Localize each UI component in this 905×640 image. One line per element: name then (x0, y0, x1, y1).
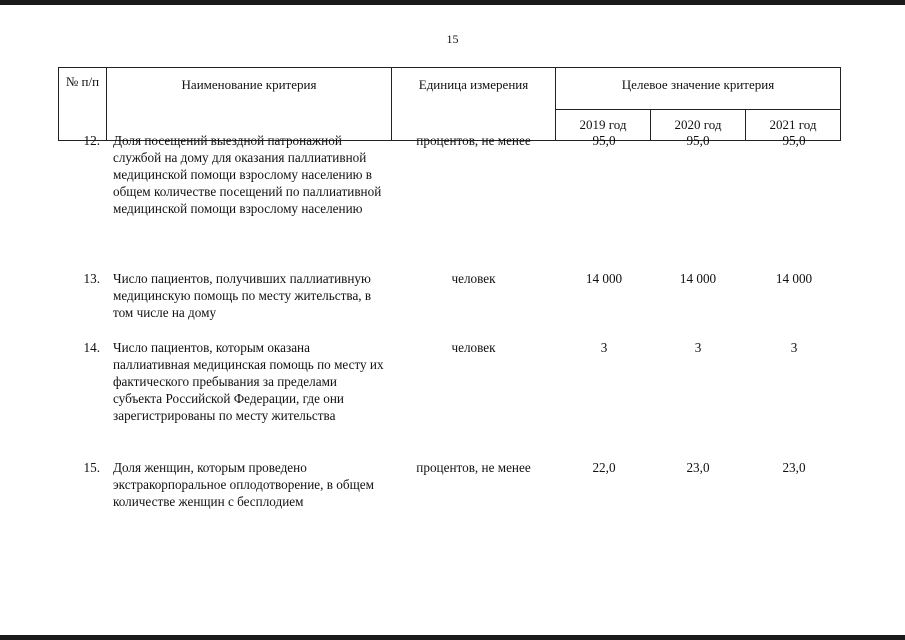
row-number: 15. (83, 460, 100, 475)
header-year-2020: 2020 год (651, 110, 746, 141)
value-2021: 23,0 (782, 460, 806, 475)
value-2019: 22,0 (592, 460, 616, 475)
header-num: № п/п (59, 68, 107, 141)
criterion-name: Число пациентов, которым оказана паллиативная медицинская помощь по месту их фактического пребывания за пределами субъекта Российской Федерации, где они зарегистрированы по месту жительства (113, 340, 384, 423)
criterion-name: Доля женщин, которым проведено экстракорпоральное оплодотворение, в общем количестве женщин с бесплодием (113, 460, 374, 509)
value-2020: 95,0 (686, 133, 710, 148)
row-number: 13. (83, 271, 100, 286)
criterion-name: Доля посещений выездной патронажной службой на дому для оказания паллиативной медицинской помощи взрослому населению в общем количестве посещений по паллиативной медицинской помощи взрослому населению (113, 133, 382, 216)
value-2019: 14 000 (585, 271, 623, 286)
header-unit: Единица измерения (392, 68, 556, 141)
value-2019: 3 (600, 340, 608, 355)
criterion-unit: процентов, не менее (416, 133, 531, 148)
bottom-border-rule (0, 635, 905, 640)
row-number: 12. (83, 133, 100, 148)
criterion-name: Число пациентов, получивших паллиативную медицинскую помощь по месту жительства, в том числе на дому (113, 271, 372, 320)
value-2020: 3 (694, 340, 702, 355)
page-number: 15 (446, 32, 459, 46)
header-name: Наименование критерия (107, 68, 392, 141)
criteria-table-header (58, 67, 841, 141)
criterion-unit: процентов, не менее (416, 460, 531, 475)
header-target: Целевое значение критерия (556, 68, 841, 110)
header-year-2021: 2021 год (746, 110, 841, 141)
top-border-rule (0, 0, 905, 5)
row-number: 14. (83, 340, 100, 355)
value-2020: 14 000 (679, 271, 717, 286)
value-2020: 23,0 (686, 460, 710, 475)
value-2019: 95,0 (592, 133, 616, 148)
criterion-unit: человек (451, 340, 496, 355)
criterion-unit: человек (451, 271, 496, 286)
value-2021: 3 (790, 340, 798, 355)
value-2021: 14 000 (775, 271, 813, 286)
header-year-2019: 2019 год (556, 110, 651, 141)
value-2021: 95,0 (782, 133, 806, 148)
